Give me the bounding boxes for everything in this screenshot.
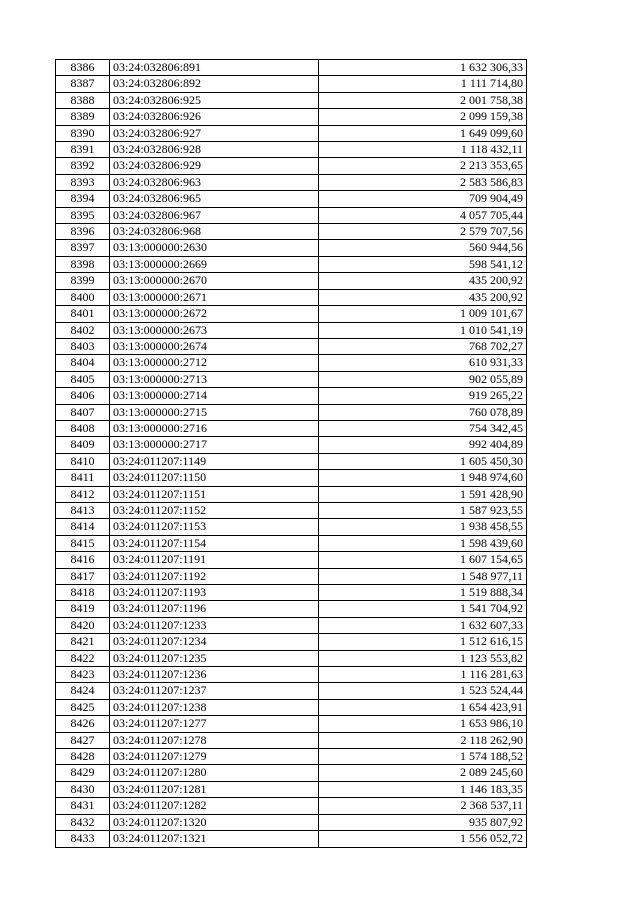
cadastral-value-cell: 754 342,45 (319, 420, 527, 436)
cadastral-number-cell: 03:13:000000:2672 (110, 306, 319, 322)
cadastral-number-cell: 03:13:000000:2673 (110, 322, 319, 338)
table-row (56, 224, 527, 240)
cadastral-number-cell: 03:24:032806:891 (110, 60, 319, 76)
cadastral-value-cell: 1 519 888,34 (319, 585, 527, 601)
cadastral-number-cell: 03:24:011207:1234 (110, 634, 319, 650)
table-row (56, 699, 527, 715)
table-row (56, 125, 527, 141)
table-row (56, 683, 527, 699)
table-row (56, 109, 527, 125)
cadastral-value-cell: 1 111 714,80 (319, 76, 527, 92)
cadastral-value-cell: 435 200,92 (319, 273, 527, 289)
cadastral-value-cell: 1 632 607,33 (319, 617, 527, 633)
cadastral-number-cell: 03:13:000000:2630 (110, 240, 319, 256)
table-row (56, 716, 527, 732)
cadastral-value-cell: 2 089 245,60 (319, 765, 527, 781)
table-row (56, 519, 527, 535)
cadastral-number-cell: 03:24:032806:929 (110, 158, 319, 174)
cadastral-value-cell: 598 541,12 (319, 256, 527, 272)
table-row (56, 289, 527, 305)
row-number-cell: 8422 (56, 650, 110, 666)
cadastral-value-cell: 2 118 262,90 (319, 732, 527, 748)
cadastral-number-cell: 03:24:032806:928 (110, 142, 319, 158)
row-number-cell: 8420 (56, 617, 110, 633)
cadastral-number-cell: 03:24:011207:1154 (110, 535, 319, 551)
row-number-cell: 8406 (56, 388, 110, 404)
cadastral-value-cell: 768 702,27 (319, 338, 527, 354)
cadastral-value-cell: 1 116 281,63 (319, 667, 527, 683)
cadastral-value-cell: 2 579 707,56 (319, 224, 527, 240)
cadastral-number-cell: 03:24:011207:1236 (110, 667, 319, 683)
row-number-cell: 8397 (56, 240, 110, 256)
table-row (56, 273, 527, 289)
row-number-cell: 8430 (56, 781, 110, 797)
table-row (56, 535, 527, 551)
row-number-cell: 8411 (56, 470, 110, 486)
cadastral-number-cell: 03:24:011207:1282 (110, 798, 319, 814)
table-row (56, 765, 527, 781)
cadastral-value-cell: 435 200,92 (319, 289, 527, 305)
table-row (56, 798, 527, 814)
row-number-cell: 8432 (56, 814, 110, 830)
cadastral-value-cell: 1 938 458,55 (319, 519, 527, 535)
cadastral-value-cell: 1 591 428,90 (319, 486, 527, 502)
cadastral-value-cell: 935 807,92 (319, 814, 527, 830)
cadastral-value-cell: 992 404,89 (319, 437, 527, 453)
cadastral-value-cell: 1 649 099,60 (319, 125, 527, 141)
cadastral-number-cell: 03:24:011207:1320 (110, 814, 319, 830)
table-row (56, 486, 527, 502)
table-row (56, 191, 527, 207)
cadastral-number-cell: 03:24:011207:1151 (110, 486, 319, 502)
table-row (56, 781, 527, 797)
cadastral-number-cell: 03:24:032806:968 (110, 224, 319, 240)
row-number-cell: 8399 (56, 273, 110, 289)
cadastral-number-cell: 03:13:000000:2669 (110, 256, 319, 272)
row-number-cell: 8395 (56, 207, 110, 223)
row-number-cell: 8423 (56, 667, 110, 683)
table-row (56, 420, 527, 436)
row-number-cell: 8426 (56, 716, 110, 732)
cadastral-value-cell: 902 055,89 (319, 371, 527, 387)
row-number-cell: 8412 (56, 486, 110, 502)
row-number-cell: 8433 (56, 831, 110, 847)
row-number-cell: 8410 (56, 453, 110, 469)
cadastral-number-cell: 03:13:000000:2715 (110, 404, 319, 420)
row-number-cell: 8403 (56, 338, 110, 354)
table-row (56, 60, 527, 76)
row-number-cell: 8393 (56, 174, 110, 190)
row-number-cell: 8387 (56, 76, 110, 92)
table-row (56, 749, 527, 765)
table-row (56, 158, 527, 174)
row-number-cell: 8388 (56, 92, 110, 108)
cadastral-number-cell: 03:24:011207:1149 (110, 453, 319, 469)
row-number-cell: 8413 (56, 502, 110, 518)
cadastral-number-cell: 03:13:000000:2670 (110, 273, 319, 289)
cadastral-number-cell: 03:24:011207:1196 (110, 601, 319, 617)
cadastral-value-table (55, 59, 527, 848)
row-number-cell: 8425 (56, 699, 110, 715)
row-number-cell: 8416 (56, 552, 110, 568)
cadastral-number-cell: 03:24:011207:1279 (110, 749, 319, 765)
row-number-cell: 8407 (56, 404, 110, 420)
table-row (56, 142, 527, 158)
row-number-cell: 8402 (56, 322, 110, 338)
table-row (56, 585, 527, 601)
cadastral-value-cell: 1 523 524,44 (319, 683, 527, 699)
row-number-cell: 8400 (56, 289, 110, 305)
table-row (56, 732, 527, 748)
cadastral-value-cell: 1 512 616,15 (319, 634, 527, 650)
cadastral-value-cell: 1 605 450,30 (319, 453, 527, 469)
cadastral-value-cell: 760 078,89 (319, 404, 527, 420)
row-number-cell: 8417 (56, 568, 110, 584)
row-number-cell: 8414 (56, 519, 110, 535)
table-row (56, 322, 527, 338)
cadastral-value-cell: 610 931,33 (319, 355, 527, 371)
cadastral-number-cell: 03:24:011207:1238 (110, 699, 319, 715)
table-row (56, 667, 527, 683)
cadastral-number-cell: 03:13:000000:2712 (110, 355, 319, 371)
cadastral-number-cell: 03:13:000000:2716 (110, 420, 319, 436)
row-number-cell: 8386 (56, 60, 110, 76)
cadastral-number-cell: 03:24:011207:1152 (110, 502, 319, 518)
row-number-cell: 8391 (56, 142, 110, 158)
row-number-cell: 8419 (56, 601, 110, 617)
cadastral-value-cell: 1 010 541,19 (319, 322, 527, 338)
cadastral-number-cell: 03:13:000000:2714 (110, 388, 319, 404)
cadastral-value-cell: 560 944,56 (319, 240, 527, 256)
cadastral-number-cell: 03:24:011207:1280 (110, 765, 319, 781)
cadastral-value-cell: 1 118 432,11 (319, 142, 527, 158)
cadastral-value-cell: 709 904,49 (319, 191, 527, 207)
row-number-cell: 8421 (56, 634, 110, 650)
table-row (56, 207, 527, 223)
cadastral-value-cell: 1 123 553,82 (319, 650, 527, 666)
cadastral-number-cell: 03:24:032806:892 (110, 76, 319, 92)
row-number-cell: 8401 (56, 306, 110, 322)
row-number-cell: 8396 (56, 224, 110, 240)
table-row (56, 437, 527, 453)
cadastral-number-cell: 03:24:011207:1192 (110, 568, 319, 584)
cadastral-value-cell: 1 587 923,55 (319, 502, 527, 518)
row-number-cell: 8394 (56, 191, 110, 207)
row-number-cell: 8404 (56, 355, 110, 371)
row-number-cell: 8424 (56, 683, 110, 699)
cadastral-value-cell: 1 009 101,67 (319, 306, 527, 322)
table-row (56, 552, 527, 568)
table-row (56, 256, 527, 272)
cadastral-value-cell: 2 583 586,83 (319, 174, 527, 190)
table-row (56, 634, 527, 650)
cadastral-number-cell: 03:24:011207:1278 (110, 732, 319, 748)
table-row (56, 355, 527, 371)
cadastral-value-cell: 1 548 977,11 (319, 568, 527, 584)
table-row (56, 92, 527, 108)
row-number-cell: 8390 (56, 125, 110, 141)
row-number-cell: 8389 (56, 109, 110, 125)
table-row (56, 404, 527, 420)
cadastral-number-cell: 03:13:000000:2671 (110, 289, 319, 305)
cadastral-number-cell: 03:24:011207:1191 (110, 552, 319, 568)
cadastral-value-cell: 4 057 705,44 (319, 207, 527, 223)
cadastral-number-cell: 03:24:032806:926 (110, 109, 319, 125)
row-number-cell: 8392 (56, 158, 110, 174)
cadastral-number-cell: 03:24:011207:1281 (110, 781, 319, 797)
row-number-cell: 8415 (56, 535, 110, 551)
cadastral-value-cell: 1 598 439,60 (319, 535, 527, 551)
row-number-cell: 8409 (56, 437, 110, 453)
cadastral-number-cell: 03:24:011207:1235 (110, 650, 319, 666)
cadastral-value-cell: 1 632 306,33 (319, 60, 527, 76)
cadastral-number-cell: 03:24:032806:925 (110, 92, 319, 108)
cadastral-number-cell: 03:13:000000:2713 (110, 371, 319, 387)
cadastral-number-cell: 03:24:032806:927 (110, 125, 319, 141)
cadastral-number-cell: 03:24:011207:1277 (110, 716, 319, 732)
cadastral-number-cell: 03:24:011207:1193 (110, 585, 319, 601)
cadastral-number-cell: 03:13:000000:2717 (110, 437, 319, 453)
table-row (56, 617, 527, 633)
table-body (56, 60, 527, 848)
cadastral-number-cell: 03:24:011207:1153 (110, 519, 319, 535)
cadastral-value-cell: 919 265,22 (319, 388, 527, 404)
cadastral-number-cell: 03:24:011207:1321 (110, 831, 319, 847)
cadastral-number-cell: 03:24:011207:1150 (110, 470, 319, 486)
table-row (56, 568, 527, 584)
cadastral-value-cell: 2 001 758,38 (319, 92, 527, 108)
table-row (56, 174, 527, 190)
table-row (56, 240, 527, 256)
table-row (56, 453, 527, 469)
table-row (56, 601, 527, 617)
row-number-cell: 8405 (56, 371, 110, 387)
table-row (56, 502, 527, 518)
row-number-cell: 8429 (56, 765, 110, 781)
cadastral-value-cell: 1 948 974,60 (319, 470, 527, 486)
table-row (56, 470, 527, 486)
cadastral-number-cell: 03:24:011207:1237 (110, 683, 319, 699)
table-row (56, 306, 527, 322)
table-row (56, 388, 527, 404)
cadastral-value-cell: 2 368 537,11 (319, 798, 527, 814)
cadastral-value-cell: 1 607 154,65 (319, 552, 527, 568)
table-row (56, 76, 527, 92)
row-number-cell: 8431 (56, 798, 110, 814)
cadastral-number-cell: 03:24:032806:965 (110, 191, 319, 207)
row-number-cell: 8408 (56, 420, 110, 436)
table-row (56, 650, 527, 666)
cadastral-value-cell: 1 146 183,35 (319, 781, 527, 797)
cadastral-value-cell: 1 556 052,72 (319, 831, 527, 847)
table-row (56, 338, 527, 354)
row-number-cell: 8418 (56, 585, 110, 601)
row-number-cell: 8428 (56, 749, 110, 765)
cadastral-number-cell: 03:13:000000:2674 (110, 338, 319, 354)
table-row (56, 831, 527, 847)
table-row (56, 814, 527, 830)
cadastral-number-cell: 03:24:011207:1233 (110, 617, 319, 633)
cadastral-value-cell: 1 541 704,92 (319, 601, 527, 617)
cadastral-value-cell: 1 653 986,10 (319, 716, 527, 732)
table-row (56, 371, 527, 387)
cadastral-value-cell: 1 654 423,91 (319, 699, 527, 715)
cadastral-number-cell: 03:24:032806:967 (110, 207, 319, 223)
row-number-cell: 8427 (56, 732, 110, 748)
row-number-cell: 8398 (56, 256, 110, 272)
cadastral-number-cell: 03:24:032806:963 (110, 174, 319, 190)
cadastral-value-cell: 2 213 353,65 (319, 158, 527, 174)
cadastral-value-cell: 2 099 159,38 (319, 109, 527, 125)
cadastral-value-cell: 1 574 188,52 (319, 749, 527, 765)
